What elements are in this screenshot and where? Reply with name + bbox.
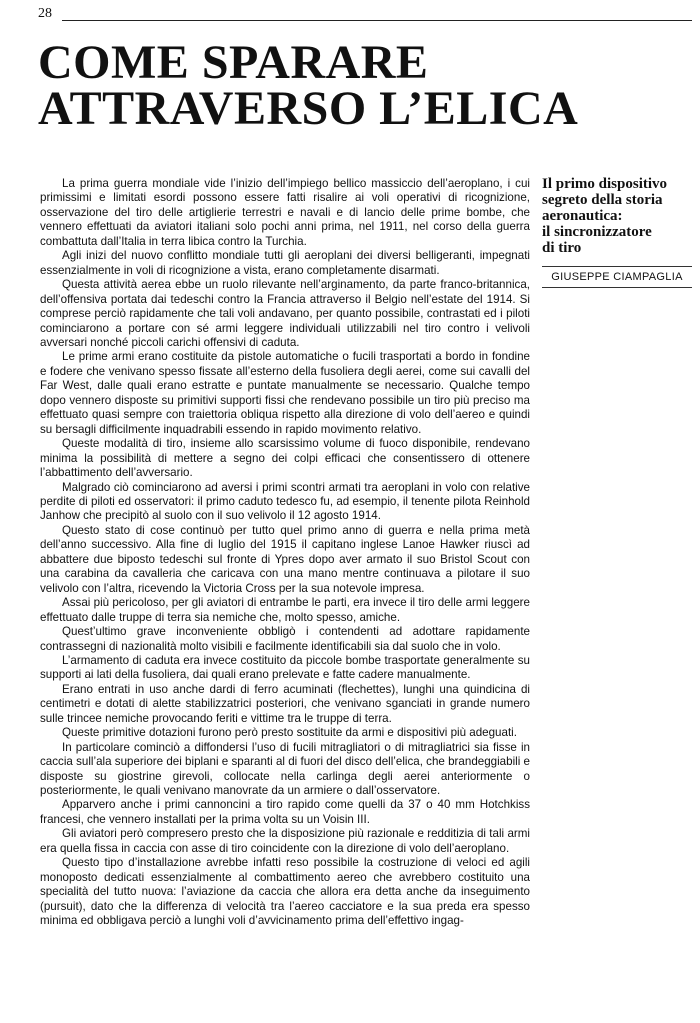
subtitle-line-1: Il primo dispositivo — [542, 176, 668, 192]
paragraph: Agli inizi del nuovo conflitto mondiale tutti gli aeroplani dei diversi belligeranti, impegnati essenzialmente in voli di ricognizione a vista, erano completamente disarmati. — [40, 249, 530, 277]
paragraph: Assai più pericoloso, per gli aviatori di entrambe le parti, era invece il tiro delle armi leggere effettuato dalle truppe di terra sia nemiche che, molto spesso, amiche. — [40, 596, 530, 624]
article-title-line-2: ATTRAVERSO L’ELICA — [38, 82, 579, 135]
article-sidebar — [542, 176, 692, 288]
article-title-line-1: COME SPARARE — [38, 36, 429, 89]
subtitle-line-3: aeronautica: — [542, 208, 623, 224]
paragraph: Questa attività aerea ebbe un ruolo rilevante nell’arginamento, da parte franco-britannica, dell’offensiva portata dai tedeschi contro la Francia attraverso il Belgio nell’estate del 1914. Si comprese perciò rapidamente che tali voli andavano, per quanto possibile, contrastati ed i piloti cominciarono a portare con sé armi leggere individuali utilizzabili nel tiro contro i velivoli avversari nonché piccoli carichi offensivi di caduta. — [40, 278, 530, 349]
paragraph: In particolare cominciò a diffondersi l’uso di fucili mitragliatori o di mitragliatrici sia fisse in caccia sull’ala superiore dei biplani e sparanti al di fuori del disco dell’elica, che brandeggiabili e disposte su giostrine girevoli, collocate nella carlinga degli aerei anteriormente o posteriormente, le quali venivano manovrate da un armiere o dall’osservatore. — [40, 740, 530, 798]
page-number: 28 — [38, 6, 52, 21]
paragraph: La prima guerra mondiale vide l’inizio dell’impiego bellico massiccio dell’aeroplano, i cui primissimi e limitati esordi possono essere fatti risalire ai voli operativi di ricognizione, osservazione del tiro delle artiglierie terrestri e navali e di lancio delle prime bombe, che vennero effettuati da aviatori italiani solo pochi anni prima, nel 1911, nel corso della guerra combattuta dall’Italia in terra libica contro la Turchia. — [40, 177, 530, 248]
paragraph: Questo tipo d’installazione avrebbe infatti reso possibile la costruzione di veloci ed agili monoposto dedicati essenzialmente al combattimento aereo che avrebbero costituito una specialità del tutto nuova: l’aviazione da caccia che allora era detta anche da inseguimento (pursuit), dato che la differenza di velocità tra l’aereo cacciatore e la sua preda era spesso minima ed obbligava perciò a lunghi voli d’avvicinamento prima dell’effettivo ingag- — [40, 856, 530, 928]
paragraph: Malgrado ciò cominciarono ad aversi i primi scontri armati tra aeroplani in volo con relative perdite di piloti ed osservatori: il primo caduto tedesco fu, ad esempio, il tenente pilota Reinhold Janhow che precipitò al suolo con il suo velivolo il 12 agosto 1914. — [40, 480, 530, 523]
paragraph: Quest’ultimo grave inconveniente obbligò i contendenti ad adottare rapidamente contrassegni di nazionalità molto visibili e facilmente identificabili sia dal suolo che in volo. — [40, 625, 530, 653]
paragraph: Queste modalità di tiro, insieme allo scarsissimo volume di fuoco disponibile, rendevano minima la possibilità di mettere a segno dei colpi efficaci che consentissero di ottenere l’abbattimento dell’avversario. — [40, 437, 530, 480]
paragraph: Le prime armi erano costituite da pistole automatiche o fucili trasportati a bordo in fondine e fodere che venivano spesso fissate all’esterno della fusoliera degli aerei, come sui cavalli del Far West, dalle quali erano estratte e puntate manualmente se necessario. Qualche tempo dopo vennero disposte su primitivi supporti fissi che rendevano possibile un tiro più preciso ma effettuato quasi sempre con traiettoria obliqua rispetto alla direzione di volo dell’aereo e quindi su bersagli difficilmente inquadrabili essendo in rapido movimento relativo. — [40, 350, 530, 436]
header-rule — [62, 20, 692, 21]
paragraph: Gli aviatori però compresero presto che la disposizione più razionale e redditizia di tali armi era quella fissa in caccia con asse di tiro coincidente con la direzione di volo dell’aeroplano. — [40, 827, 530, 855]
author-name: GIUSEPPE CIAMPAGLIA — [542, 271, 692, 288]
paragraph: Erano entrati in uso anche dardi di ferro acuminati (flechettes), lunghi una quindicina di centimetri e dotati di alette stabilizzatrici posteriori, che venivano sganciati in grande numero sulle trincee nemiche provocando feriti e vittime tra le truppe di terra. — [40, 682, 530, 725]
paragraph: L’armamento di caduta era invece costituito da piccole bombe trasportate generalmente su supporti ai lati della fusoliera, dai quali erano prelevate e fatte cadere manualmente. — [40, 653, 530, 682]
subtitle-line-4: il sincronizzatore — [542, 224, 652, 240]
article-body — [40, 177, 530, 929]
paragraph: Questo stato di cose continuò per tutto quel primo anno di guerra e nella prima metà dell’anno successivo. Alla fine di luglio del 1915 il capitano inglese Lanoe Hawker riuscì ad abbattere due biposto tedeschi sul fronte di Ypres dopo aver armato il suo Bristol Scout con una carabina da cavalleria che caricava con una mano mentre continuava a pilotare il suo velivolo con l’altra, ricevendo la Victoria Cross per la sua notevole impresa. — [40, 523, 530, 595]
subtitle-line-5: di tiro — [542, 240, 582, 256]
author-rule — [542, 266, 692, 267]
article-title — [38, 36, 658, 135]
article-subtitle — [542, 176, 692, 256]
subtitle-line-2: segreto della storia — [542, 192, 663, 208]
paragraph: Apparvero anche i primi cannoncini a tiro rapido come quelli da 37 o 40 mm Hotchkiss francesi, che vennero installati per la prima volta su un Voisin III. — [40, 798, 530, 826]
paragraph: Queste primitive dotazioni furono però presto sostituite da armi e dispositivi più adeguati. — [62, 726, 517, 740]
